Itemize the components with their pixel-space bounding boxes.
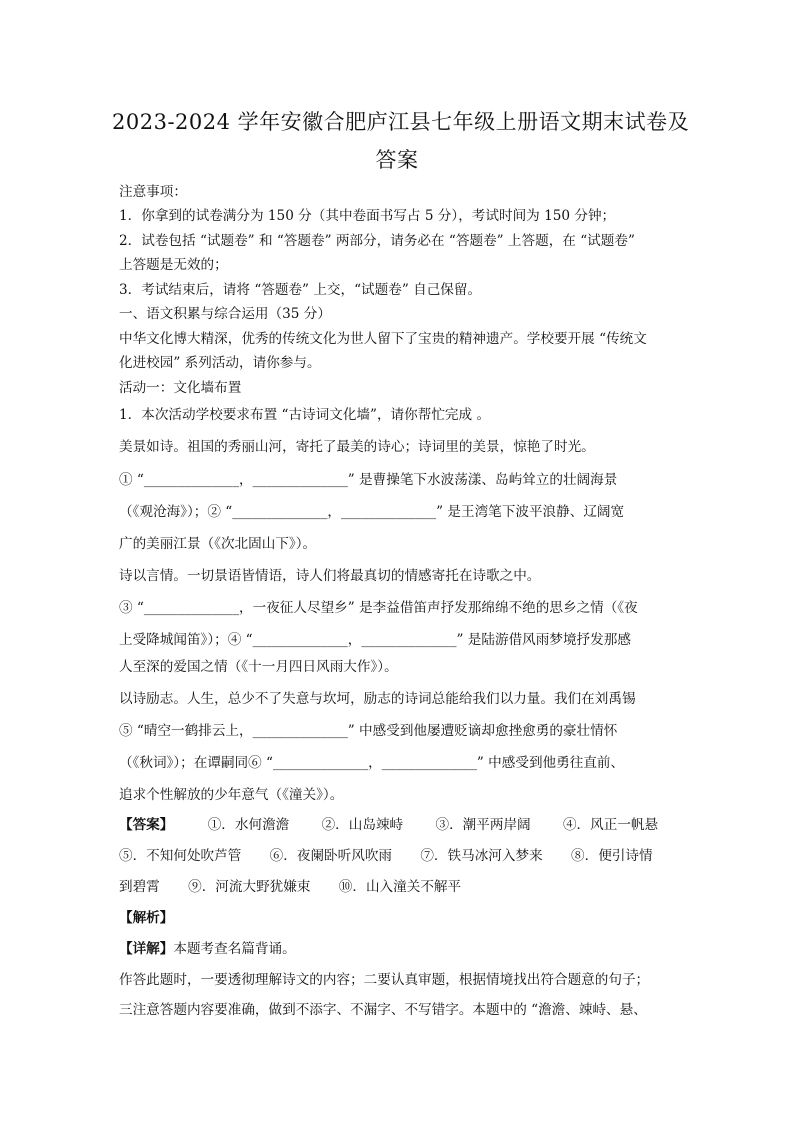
- document-title-line-2: 答案: [375, 148, 419, 172]
- section-heading: 一、语文积累与综合运用（35 分）: [119, 306, 331, 322]
- answers-row-1: [119, 815, 679, 835]
- analysis-label: 【解析】: [119, 910, 174, 926]
- notice-heading: 注意事项：: [119, 184, 187, 200]
- document-title-line-1: 2023-2024 学年安徽合肥庐江县七年级上册语文期末试卷及: [112, 110, 690, 134]
- question-text: 上受降城闻笛》）；④ “______________，______________” 是陆游借风雨梦境抒发那感: [119, 632, 631, 648]
- answer-item: 到碧霄: [119, 879, 160, 895]
- answer-item: ⑤．不知何处吹芦管: [119, 848, 242, 864]
- question-1: 1．本次活动学校要求布置 “古诗词文化墙”，请你帮忙完成 。: [119, 407, 491, 423]
- notice-item-3: 3．考试结束后，请将 “答题卷” 上交，“试题卷” 自己保留。: [119, 282, 482, 298]
- answer-item: ⑧．便引诗情: [571, 848, 653, 864]
- answers-row-2: [119, 846, 679, 866]
- answer-item: ⑩．山入潼关不解平: [338, 879, 462, 895]
- question-text: 追求个性解放的少年意气（《潼关》）。: [119, 787, 344, 803]
- answers-row-3: [119, 877, 679, 897]
- intro-paragraph: 中华文化博大精深，优秀的传统文化为世人留下了宝贵的精神遗产。学校要开展 “传统文: [119, 331, 647, 347]
- answer-item: ⑥．夜阑卧听风吹雨: [269, 848, 393, 864]
- question-text: 人至深的爱国之情（《十一月四日风雨大作》）。: [119, 659, 398, 675]
- question-text: 以诗励志。人生，总少不了失意与坎坷，励志的诗词总能给我们以力量。我们在刘禹锡: [119, 691, 636, 707]
- question-text: 诗以言情。一切景语皆情语，诗人们将最真切的情感寄托在诗歌之中。: [119, 568, 541, 584]
- question-text: 美景如诗。祖国的秀丽山河，寄托了最美的诗心；诗词里的美景，惊艳了时光。: [119, 439, 595, 455]
- question-text: 广的美丽江景（《次北固山下》）。: [119, 536, 317, 552]
- question-text: （《观沧海》）；② “______________，______________” 是王湾笔下波平浪静、辽阔宽: [119, 504, 625, 520]
- answer-item: ③．潮平两岸阔: [435, 817, 531, 833]
- answer-item: ⑨．河流大野犹嫌束: [188, 879, 311, 895]
- question-text: ③ “______________，一夜征人尽望乡” 是李益借笛声抒发那绵绵不绝的思乡之情（《夜: [119, 600, 638, 616]
- analysis-text: 作答此题时，一要透彻理解诗文的内容；二要认真审题，根据情境找出符合题意的句子；: [119, 972, 650, 988]
- answer-item: ②．山岛竦峙: [321, 817, 404, 833]
- detail-line: [119, 939, 679, 959]
- notice-item-2: 2．试卷包括 “试题卷” 和 “答题卷” 两部分，请务必在 “答题卷” 上答题，在 “试题卷”: [119, 233, 635, 249]
- answer-item: ①．水何澹澹: [207, 817, 290, 833]
- intro-paragraph-cont: 化进校园” 系列活动，请你参与。: [119, 355, 321, 371]
- detail-text: 本题考查名篇背诵。: [173, 941, 296, 957]
- activity-heading: 活动一：文化墙布置: [119, 380, 242, 396]
- notice-item-1: 1．你拿到的试卷满分为 150 分（其中卷面书写占 5 分），考试时间为 150 分钟；: [119, 208, 616, 224]
- notice-item-2-cont: 上答题是无效的；: [119, 257, 228, 273]
- answer-item: ⑦．铁马冰河入梦来: [420, 848, 543, 864]
- analysis-text: 三注意答题内容要准确，做到不添字、不漏字、不写错字。本题中的 “澹澹、竦峙、悬、: [119, 1002, 647, 1018]
- answer-label: 【答案】: [119, 817, 174, 833]
- detail-label: 【详解】: [119, 941, 174, 957]
- answer-item: ④．风正一帆悬: [562, 817, 659, 833]
- question-text: （《秋词》）；在谭嗣同⑥ “______________，______________” 中感受到他勇往直前、: [119, 755, 625, 771]
- question-text: ⑤ “晴空一鹤排云上，______________” 中感受到他屡遭贬谪却愈挫愈勇的豪壮情怀: [119, 723, 618, 739]
- question-text: ① “______________，______________” 是曹操笔下水波荡漾、岛屿耸立的壮阔海景: [119, 472, 618, 488]
